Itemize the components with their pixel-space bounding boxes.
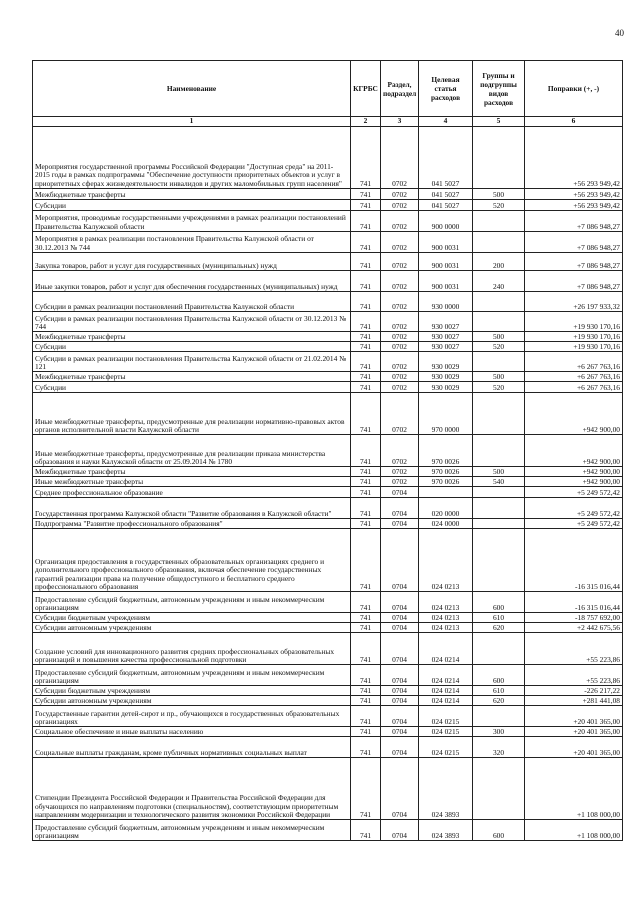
row-kgrbs: 741 (351, 189, 381, 200)
row-amount: +7 086 948,27 (525, 232, 623, 253)
column-number: 4 (419, 117, 473, 127)
row-section: 0704 (381, 623, 419, 633)
row-section: 0702 (381, 312, 419, 332)
row-section: 0702 (381, 435, 419, 467)
row-amount: +7 086 948,27 (525, 211, 623, 232)
row-amount: +6 267 763,16 (525, 372, 623, 382)
header-row (33, 61, 623, 117)
header-article: Целевая статья расходов (419, 61, 473, 117)
row-section: 0702 (381, 352, 419, 372)
row-amount: +5 249 572,42 (525, 519, 623, 529)
row-expense-group: 300 (473, 727, 525, 737)
row-expense-group: 520 (473, 342, 525, 352)
row-target-article: 900 0000 (419, 211, 473, 232)
row-kgrbs: 741 (351, 592, 381, 613)
row-amount: +5 249 572,42 (525, 498, 623, 519)
row-name: Субсидии автономным учреждениям (33, 696, 351, 706)
row-amount: +281 441,08 (525, 696, 623, 706)
row-expense-group (473, 633, 525, 665)
row-expense-group: 600 (473, 820, 525, 841)
row-kgrbs: 741 (351, 127, 381, 189)
row-target-article: 020 0000 (419, 498, 473, 519)
row-amount: +6 267 763,16 (525, 352, 623, 372)
table-row (33, 393, 623, 435)
row-name: Межбюджетные трансферты (33, 467, 351, 477)
row-expense-group: 320 (473, 737, 525, 758)
row-kgrbs: 741 (351, 727, 381, 737)
table-row (33, 519, 623, 529)
row-target-article: 024 0215 (419, 727, 473, 737)
row-section: 0702 (381, 382, 419, 393)
row-target-article: 024 0213 (419, 613, 473, 623)
table-row (33, 332, 623, 342)
row-section: 0702 (381, 342, 419, 352)
row-target-article: 970 0026 (419, 467, 473, 477)
row-amount: -226 217,22 (525, 686, 623, 696)
row-expense-group (473, 435, 525, 467)
column-number: 5 (473, 117, 525, 127)
row-target-article: 930 0029 (419, 382, 473, 393)
row-expense-group (473, 211, 525, 232)
row-name: Субсидии (33, 382, 351, 393)
table-row (33, 352, 623, 372)
row-expense-group: 200 (473, 253, 525, 271)
row-name: Иные закупки товаров, работ и услуг для обеспечения государственных (муниципальных) нужд (33, 271, 351, 292)
header-kgrbs: КГРБС (351, 61, 381, 117)
row-amount: +942 900,00 (525, 435, 623, 467)
row-expense-group: 620 (473, 696, 525, 706)
row-target-article: 930 0029 (419, 372, 473, 382)
row-name: Мероприятия, проводимые государственными учреждениями в рамках реализации постановлений Правительства Калужской области (33, 211, 351, 232)
row-name: Субсидии в рамках реализации постановления Правительства Калужской области от 30.12.2013 № 744 (33, 312, 351, 332)
row-section: 0702 (381, 477, 419, 487)
row-name: Предоставление субсидий бюджетным, автономным учреждениям и иным некоммерческим организациям (33, 820, 351, 841)
row-target-article: 930 0029 (419, 352, 473, 372)
row-section: 0702 (381, 271, 419, 292)
row-kgrbs: 741 (351, 352, 381, 372)
row-target-article: 041 5027 (419, 200, 473, 211)
table-row (33, 232, 623, 253)
row-expense-group (473, 758, 525, 820)
row-expense-group (473, 498, 525, 519)
row-kgrbs: 741 (351, 342, 381, 352)
row-amount: +2 442 675,56 (525, 623, 623, 633)
row-kgrbs: 741 (351, 519, 381, 529)
row-name: Межбюджетные трансферты (33, 372, 351, 382)
row-amount: +942 900,00 (525, 393, 623, 435)
row-name: Субсидии в рамках реализации постановлений Правительства Калужской области (33, 292, 351, 312)
table-row (33, 727, 623, 737)
row-expense-group (473, 706, 525, 727)
row-target-article: 970 0026 (419, 477, 473, 487)
row-amount: +20 401 365,00 (525, 706, 623, 727)
row-kgrbs: 741 (351, 529, 381, 592)
row-kgrbs: 741 (351, 253, 381, 271)
row-name: Иные межбюджетные трансферты, предусмотренные для реализации нормативно-правовых актов органов исполнительной власти Калужской области (33, 393, 351, 435)
row-section: 0702 (381, 200, 419, 211)
row-target-article: 024 0215 (419, 737, 473, 758)
table-row (33, 592, 623, 613)
row-amount: +1 108 000,00 (525, 758, 623, 820)
table-row (33, 253, 623, 271)
column-number: 1 (33, 117, 351, 127)
row-kgrbs: 741 (351, 211, 381, 232)
table-row (33, 623, 623, 633)
row-expense-group: 500 (473, 189, 525, 200)
row-kgrbs: 741 (351, 271, 381, 292)
table-row (33, 686, 623, 696)
row-name: Создание условий для инновационного развития средних профессиональных образовательных организаций и повышения качества профессиональной подготовки (33, 633, 351, 665)
table-row (33, 706, 623, 727)
column-numbering-row (33, 117, 623, 127)
budget-amendments-table (32, 60, 623, 841)
header-amount: Поправки (+, -) (525, 61, 623, 117)
row-name: Предоставление субсидий бюджетным, автономным учреждениям и иным некоммерческим организациям (33, 665, 351, 686)
table-row (33, 372, 623, 382)
row-expense-group (473, 127, 525, 189)
row-kgrbs: 741 (351, 232, 381, 253)
row-name: Субсидии (33, 200, 351, 211)
row-kgrbs: 741 (351, 435, 381, 467)
table-row (33, 211, 623, 232)
table-row (33, 633, 623, 665)
row-name: Субсидии автономным учреждениям (33, 623, 351, 633)
row-kgrbs: 741 (351, 737, 381, 758)
row-amount: +7 086 948,27 (525, 271, 623, 292)
row-expense-group: 500 (473, 467, 525, 477)
row-amount: +942 900,00 (525, 467, 623, 477)
table-row (33, 665, 623, 686)
row-target-article: 970 0000 (419, 393, 473, 435)
row-target-article: 024 0214 (419, 665, 473, 686)
row-name: Иные межбюджетные трансферты (33, 477, 351, 487)
row-expense-group: 500 (473, 372, 525, 382)
row-target-article: 970 0026 (419, 435, 473, 467)
row-expense-group (473, 352, 525, 372)
table-row (33, 189, 623, 200)
row-kgrbs: 741 (351, 706, 381, 727)
column-number: 3 (381, 117, 419, 127)
table-row (33, 292, 623, 312)
page-number: 40 (615, 28, 624, 38)
row-section: 0702 (381, 232, 419, 253)
row-kgrbs: 741 (351, 393, 381, 435)
row-section: 0704 (381, 665, 419, 686)
row-kgrbs: 741 (351, 613, 381, 623)
table-row (33, 467, 623, 477)
row-expense-group (473, 393, 525, 435)
row-amount: +7 086 948,27 (525, 253, 623, 271)
row-kgrbs: 741 (351, 665, 381, 686)
row-kgrbs: 741 (351, 686, 381, 696)
row-section: 0704 (381, 686, 419, 696)
row-name: Подпрограмма "Развитие профессионального образования" (33, 519, 351, 529)
row-kgrbs: 741 (351, 633, 381, 665)
row-expense-group: 600 (473, 665, 525, 686)
row-kgrbs: 741 (351, 382, 381, 393)
row-amount: +1 108 000,00 (525, 820, 623, 841)
row-target-article: 024 0213 (419, 623, 473, 633)
row-target-article: 024 3893 (419, 820, 473, 841)
row-target-article: 930 0000 (419, 292, 473, 312)
row-section: 0704 (381, 592, 419, 613)
row-name: Государственная программа Калужской области "Развитие образования в Калужской области" (33, 498, 351, 519)
row-amount: +56 293 949,42 (525, 189, 623, 200)
row-name: Субсидии бюджетным учреждениям (33, 613, 351, 623)
table-row (33, 498, 623, 519)
row-section: 0704 (381, 529, 419, 592)
row-name: Мероприятия в рамках реализации постановления Правительства Калужской области от 30.12.2013 № 744 (33, 232, 351, 253)
row-target-article: 900 0031 (419, 253, 473, 271)
row-expense-group: 240 (473, 271, 525, 292)
row-kgrbs: 741 (351, 332, 381, 342)
row-name: Социальное обеспечение и иные выплаты населению (33, 727, 351, 737)
row-target-article: 024 3893 (419, 758, 473, 820)
row-section: 0702 (381, 332, 419, 342)
row-section: 0704 (381, 498, 419, 519)
row-kgrbs: 741 (351, 372, 381, 382)
row-expense-group: 620 (473, 623, 525, 633)
row-section: 0702 (381, 467, 419, 477)
row-amount: +56 293 949,42 (525, 200, 623, 211)
table-row (33, 737, 623, 758)
row-target-article: 024 0214 (419, 686, 473, 696)
row-name: Предоставление субсидий бюджетным, автономным учреждениям и иным некоммерческим организациям (33, 592, 351, 613)
table-row (33, 758, 623, 820)
row-section: 0702 (381, 127, 419, 189)
column-number: 2 (351, 117, 381, 127)
row-kgrbs: 741 (351, 758, 381, 820)
row-target-article: 024 0214 (419, 696, 473, 706)
row-target-article: 930 0027 (419, 312, 473, 332)
row-expense-group: 520 (473, 200, 525, 211)
row-expense-group (473, 312, 525, 332)
row-kgrbs: 741 (351, 820, 381, 841)
table-row (33, 312, 623, 332)
row-expense-group (473, 519, 525, 529)
table-row (33, 529, 623, 592)
table-row (33, 382, 623, 393)
row-section: 0704 (381, 727, 419, 737)
row-target-article: 900 0031 (419, 232, 473, 253)
row-expense-group (473, 487, 525, 498)
row-name: Стипендии Президента Российской Федерации и Правительства Российской Федерации для обучающихся по направлениям подготовки (специальностям), соответствующим приоритетным направлениям модернизации и технологического развития экономики Российской Федерации (33, 758, 351, 820)
row-kgrbs: 741 (351, 623, 381, 633)
row-target-article: 024 0215 (419, 706, 473, 727)
row-section: 0704 (381, 737, 419, 758)
table-row (33, 200, 623, 211)
table-body (33, 127, 623, 841)
row-name: Межбюджетные трансферты (33, 189, 351, 200)
row-kgrbs: 741 (351, 312, 381, 332)
row-target-article: 041 5027 (419, 189, 473, 200)
row-section: 0704 (381, 696, 419, 706)
row-target-article: 041 5027 (419, 127, 473, 189)
row-section: 0704 (381, 706, 419, 727)
row-amount: -16 315 016,44 (525, 529, 623, 592)
column-number: 6 (525, 117, 623, 127)
row-expense-group (473, 529, 525, 592)
row-amount: +20 401 365,00 (525, 737, 623, 758)
row-target-article: 024 0000 (419, 519, 473, 529)
row-amount: +55 223,86 (525, 665, 623, 686)
row-section: 0704 (381, 487, 419, 498)
row-section: 0704 (381, 820, 419, 841)
table-row (33, 487, 623, 498)
row-kgrbs: 741 (351, 487, 381, 498)
row-name: Межбюджетные трансферты (33, 332, 351, 342)
row-section: 0704 (381, 519, 419, 529)
row-section: 0702 (381, 372, 419, 382)
row-name: Социальные выплаты гражданам, кроме публичных нормативных социальных выплат (33, 737, 351, 758)
row-amount: +5 249 572,42 (525, 487, 623, 498)
table-row (33, 435, 623, 467)
table-row (33, 127, 623, 189)
header-name: Наименование (33, 61, 351, 117)
table-row (33, 613, 623, 623)
row-kgrbs: 741 (351, 477, 381, 487)
table-row (33, 820, 623, 841)
row-name: Закупка товаров, работ и услуг для государственных (муниципальных) нужд (33, 253, 351, 271)
row-amount: +55 223,86 (525, 633, 623, 665)
row-amount: +942 900,00 (525, 477, 623, 487)
row-amount: +56 293 949,42 (525, 127, 623, 189)
row-expense-group: 610 (473, 613, 525, 623)
row-kgrbs: 741 (351, 467, 381, 477)
row-name: Субсидии бюджетным учреждениям (33, 686, 351, 696)
row-amount: +20 401 365,00 (525, 727, 623, 737)
row-target-article: 024 0213 (419, 592, 473, 613)
row-section: 0702 (381, 211, 419, 232)
row-name: Среднее профессиональное образование (33, 487, 351, 498)
header-section: Раздел, подраздел (381, 61, 419, 117)
row-target-article: 024 0213 (419, 529, 473, 592)
row-expense-group: 600 (473, 592, 525, 613)
row-amount: -18 757 692,00 (525, 613, 623, 623)
row-name: Иные межбюджетные трансферты, предусмотренные для реализации приказа министерства образования и науки Калужской области от 25.09.2014 № 1780 (33, 435, 351, 467)
row-section: 0704 (381, 613, 419, 623)
row-section: 0704 (381, 633, 419, 665)
row-section: 0704 (381, 758, 419, 820)
row-name: Организация предоставления в государственных образовательных организациях среднего и дополнительного профессионального образования, включая обеспечение государственных гарантий реализации права на получение общедоступного и бесплатного среднего профессионального образования (33, 529, 351, 592)
row-section: 0702 (381, 393, 419, 435)
row-target-article: 930 0027 (419, 342, 473, 352)
row-amount: +26 197 933,32 (525, 292, 623, 312)
row-amount: +19 930 170,16 (525, 332, 623, 342)
row-name: Субсидии в рамках реализации постановления Правительства Калужской области от 21.02.2014 № 121 (33, 352, 351, 372)
row-expense-group (473, 232, 525, 253)
table-row (33, 477, 623, 487)
row-section: 0702 (381, 292, 419, 312)
table-row (33, 342, 623, 352)
row-amount: +6 267 763,16 (525, 382, 623, 393)
row-name: Субсидии (33, 342, 351, 352)
row-kgrbs: 741 (351, 498, 381, 519)
row-expense-group: 500 (473, 332, 525, 342)
row-target-article: 024 0214 (419, 633, 473, 665)
row-target-article: 930 0027 (419, 332, 473, 342)
row-amount: +19 930 170,16 (525, 312, 623, 332)
row-target-article (419, 487, 473, 498)
row-kgrbs: 741 (351, 292, 381, 312)
table-row (33, 271, 623, 292)
row-section: 0702 (381, 189, 419, 200)
header-group: Группы и подгруппы видов расходов (473, 61, 525, 117)
row-name: Мероприятия государственной программы Российской Федерации "Доступная среда" на 2011-2015 годы в рамках подпрограммы "Обеспечение доступности приоритетных объектов и услуг в приоритетных сферах жизнедеятельности инвалидов и других маломобильных групп населения" (33, 127, 351, 189)
row-name: Государственные гарантии детей-сирот и пр., обучающихся в государственных образовательных организациях (33, 706, 351, 727)
row-kgrbs: 741 (351, 200, 381, 211)
row-section: 0702 (381, 253, 419, 271)
row-expense-group: 610 (473, 686, 525, 696)
row-target-article: 900 0031 (419, 271, 473, 292)
row-expense-group: 520 (473, 382, 525, 393)
row-expense-group (473, 292, 525, 312)
table-row (33, 696, 623, 706)
row-amount: -16 315 016,44 (525, 592, 623, 613)
row-kgrbs: 741 (351, 696, 381, 706)
row-amount: +19 930 170,16 (525, 342, 623, 352)
row-expense-group: 540 (473, 477, 525, 487)
